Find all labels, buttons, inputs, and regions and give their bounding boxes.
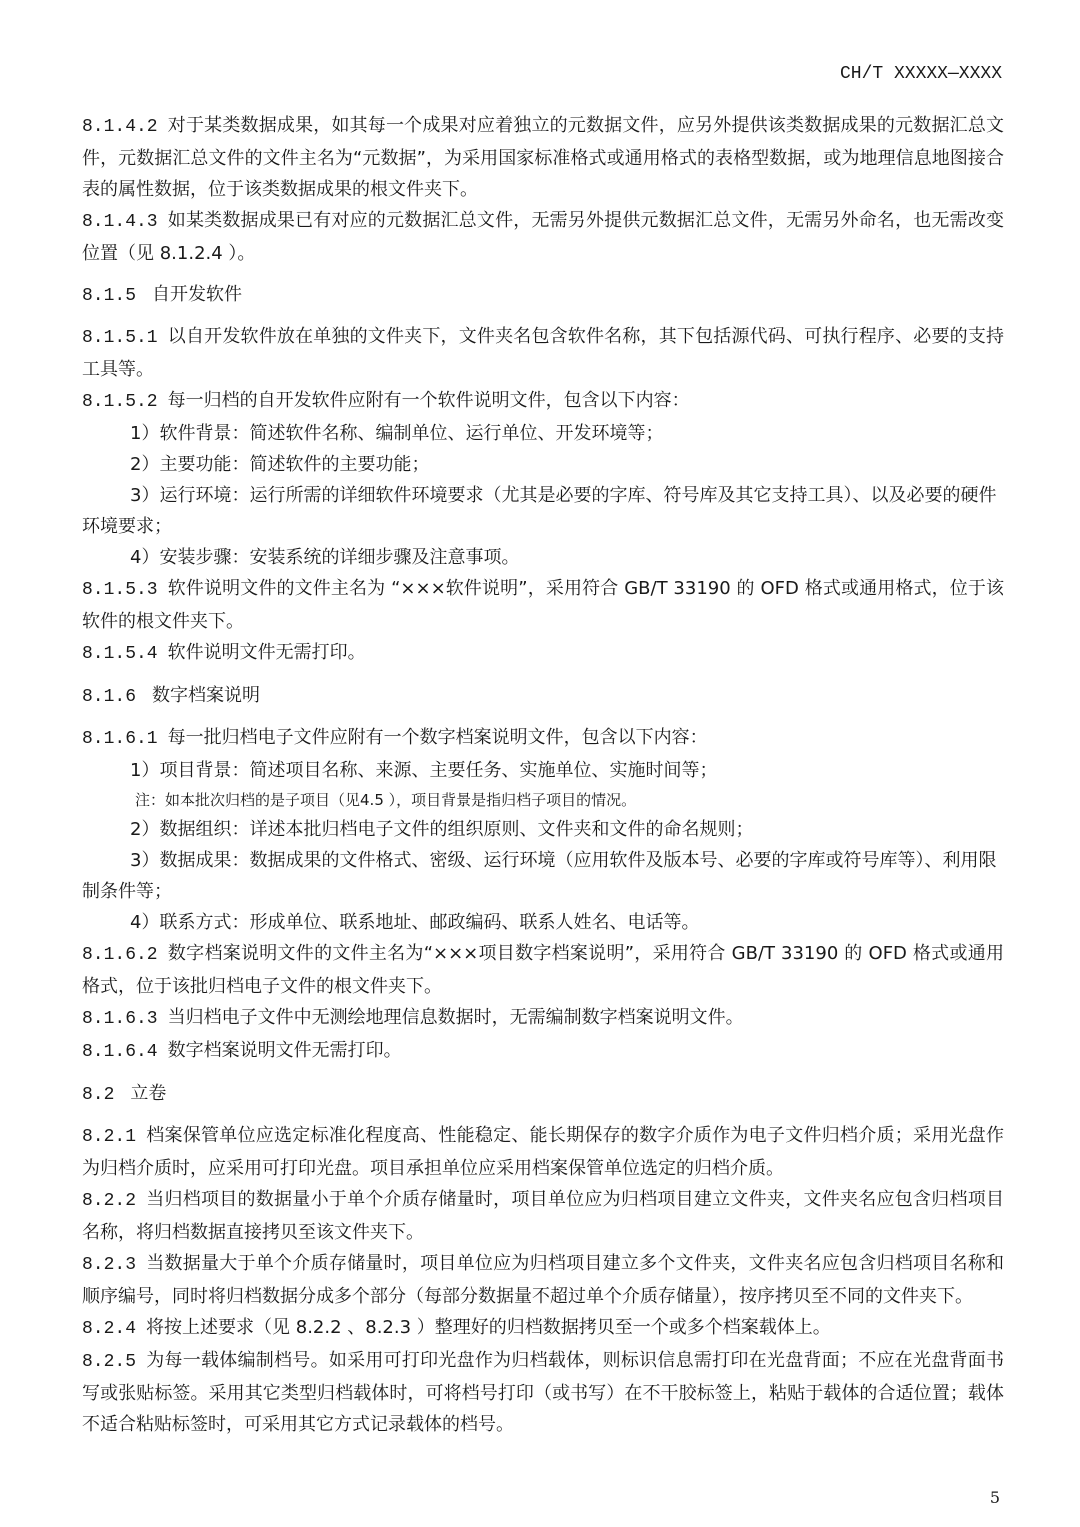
page-number: 5: [989, 1488, 1000, 1507]
list-item: [82, 907, 1004, 938]
list-item: [82, 814, 1004, 845]
clause-number: 8.1.6.1: [82, 729, 158, 749]
document-body: [82, 110, 1004, 1440]
clause-number: 8.2.2: [82, 1191, 137, 1211]
clause-text: 如某类数据成果已有对应的元数据汇总文件，无需另外提供元数据汇总文件，无需另外命名，也无需改变位置（见 8.1.2.4 ）。: [82, 210, 1004, 264]
clause-text: 1）软件背景：简述软件名称、编制单位、运行单位、开发环境等；: [130, 423, 664, 444]
clause-text: 自开发软件: [152, 284, 243, 305]
clause-text: 每一批归档电子文件应附有一个数字档案说明文件，包含以下内容：: [167, 727, 708, 748]
clause-number: 8.1.5.4: [82, 644, 158, 664]
clause-number: 8.1.6.3: [82, 1009, 158, 1029]
clause-text: 当归档电子文件中无测绘地理信息数据时，无需编制数字档案说明文件。: [167, 1007, 744, 1028]
clause-text: 为每一载体编制档号。如采用可打印光盘作为归档载体，则标识信息需打印在光盘背面；不应在光盘背面书写或张贴标签。采用其它类型归档载体时，可将档号打印（或书写）在不干胶标签上，粘贴于载体的合适位置；载体不适合粘贴标签时，可采用其它方式记录载体的档号。: [82, 1350, 1004, 1435]
clause-number: 8.1.5: [82, 286, 137, 306]
clause-text: 4）联系方式：形成单位、联系地址、邮政编码、联系人姓名、电话等。: [130, 912, 700, 933]
standard-code-header: CH/T XXXXX—XXXX: [839, 64, 1002, 84]
clause-text: 立卷: [130, 1083, 167, 1104]
clause-paragraph: [82, 205, 1004, 269]
list-item: [82, 845, 1004, 907]
clause-paragraph: [82, 1120, 1004, 1184]
clause-paragraph: [82, 110, 1004, 205]
clause-paragraph: [82, 722, 1004, 755]
clause-number: 8.2.1: [82, 1127, 137, 1147]
list-item: [82, 480, 1004, 542]
clause-text: 档案保管单位应选定标准化程度高、性能稳定、能长期保存的数字介质作为电子文件归档介质；采用光盘作为归档介质时，应采用可打印光盘。项目承担单位应采用档案保管单位选定的归档介质。: [82, 1125, 1004, 1179]
section-heading: [82, 681, 1004, 712]
note-text: [82, 786, 1004, 814]
clause-paragraph: [82, 1002, 1004, 1035]
clause-text: 注：如本批次归档的是子项目（见4.5 ），项目背景是指归档子项目的情况。: [135, 791, 637, 809]
clause-number: 8.1.6: [82, 687, 137, 707]
clause-paragraph: [82, 1035, 1004, 1068]
clause-number: 8.2: [82, 1085, 115, 1105]
clause-number: 8.2.5: [82, 1352, 137, 1372]
clause-number: 8.1.6.2: [82, 945, 158, 965]
list-item: [82, 542, 1004, 573]
clause-text: 当数据量大于单个介质存储量时，项目单位应为归档项目建立多个文件夹，文件夹名应包含归档项目名称和顺序编号，同时将归档数据分成多个部分（每部分数据量不超过单个介质存储量），按序拷贝至不同的文件夹下。: [82, 1253, 1004, 1307]
clause-paragraph: [82, 1345, 1004, 1440]
clause-paragraph: [82, 385, 1004, 418]
clause-paragraph: [82, 1312, 1004, 1345]
clause-text: 4）安装步骤：安装系统的详细步骤及注意事项。: [130, 547, 520, 568]
clause-paragraph: [82, 573, 1004, 637]
clause-text: 2）数据组织：详述本批归档电子文件的组织原则、文件夹和文件的命名规则；: [130, 819, 754, 840]
clause-paragraph: [82, 1184, 1004, 1248]
clause-text: 以自开发软件放在单独的文件夹下，文件夹名包含软件名称，其下包括源代码、可执行程序、必要的支持工具等。: [82, 326, 1004, 380]
clause-number: 8.1.5.3: [82, 580, 158, 600]
clause-number: 8.1.6.4: [82, 1042, 158, 1062]
clause-text: 3）数据成果：数据成果的文件格式、密级、运行环境（应用软件及版本号、必要的字库或符号库等）、利用限制条件等；: [82, 850, 997, 902]
clause-number: 8.2.4: [82, 1319, 137, 1339]
clause-text: 数字档案说明文件的文件主名为“×××项目数字档案说明”，采用符合 GB/T 33190 的 OFD 格式或通用格式，位于该批归档电子文件的根文件夹下。: [82, 943, 1004, 997]
clause-text: 1）项目背景：简述项目名称、来源、主要任务、实施单位、实施时间等；: [130, 760, 718, 781]
section-heading: [82, 1079, 1004, 1110]
clause-paragraph: [82, 321, 1004, 385]
clause-text: 2）主要功能：简述软件的主要功能；: [130, 454, 430, 475]
clause-text: 软件说明文件无需打印。: [167, 642, 366, 663]
clause-text: 对于某类数据成果，如其每一个成果对应着独立的元数据文件，应另外提供该类数据成果的元数据汇总文件，元数据汇总文件的文件主名为“元数据”，为采用国家标准格式或通用格式的表格型数据，或为地理信息地图接合表的属性数据，位于该类数据成果的根文件夹下。: [82, 115, 1004, 200]
clause-text: 将按上述要求（见 8.2.2 、8.2.3 ）整理好的归档数据拷贝至一个或多个档案载体上。: [146, 1317, 831, 1338]
clause-text: 数字档案说明文件无需打印。: [167, 1040, 402, 1061]
clause-number: 8.1.4.2: [82, 117, 158, 137]
section-heading: [82, 280, 1004, 311]
clause-number: 8.2.3: [82, 1255, 137, 1275]
clause-text: 当归档项目的数据量小于单个介质存储量时，项目单位应为归档项目建立文件夹，文件夹名应包含归档项目名称，将归档数据直接拷贝至该文件夹下。: [82, 1189, 1004, 1243]
clause-paragraph: [82, 1248, 1004, 1312]
clause-paragraph: [82, 637, 1004, 670]
list-item: [82, 755, 1004, 786]
list-item: [82, 418, 1004, 449]
clause-text: 3）运行环境：运行所需的详细软件环境要求（尤其是必要的字库、符号库及其它支持工具）、以及必要的硬件环境要求；: [82, 485, 997, 537]
clause-text: 软件说明文件的文件主名为 “×××软件说明”，采用符合 GB/T 33190 的 OFD 格式或通用格式，位于该软件的根文件夹下。: [82, 578, 1004, 632]
clause-paragraph: [82, 938, 1004, 1002]
list-item: [82, 449, 1004, 480]
clause-text: 每一归档的自开发软件应附有一个软件说明文件，包含以下内容：: [167, 390, 690, 411]
clause-number: 8.1.4.3: [82, 212, 158, 232]
clause-number: 8.1.5.2: [82, 392, 158, 412]
clause-number: 8.1.5.1: [82, 328, 158, 348]
clause-text: 数字档案说明: [152, 685, 261, 706]
